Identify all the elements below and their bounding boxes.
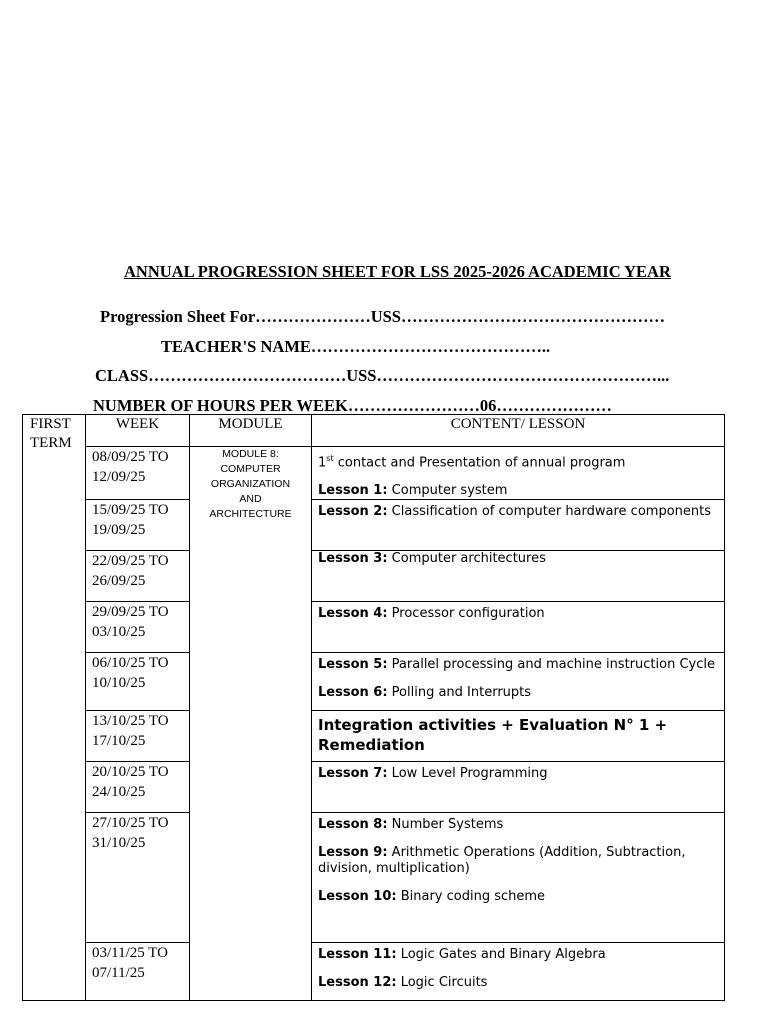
lesson-text: Logic Circuits bbox=[396, 975, 488, 991]
week-cell: 06/10/25 TO 10/10/25 bbox=[86, 653, 190, 711]
lesson-text: Arithmetic Operations (Addition, Subtraction, division, multiplication) bbox=[318, 845, 686, 877]
content-cell bbox=[312, 551, 725, 602]
lesson-text: Computer system bbox=[387, 483, 508, 499]
week-cell: 20/10/25 TO 24/10/25 bbox=[86, 762, 190, 813]
lesson-item bbox=[318, 657, 724, 673]
lesson-label: Lesson 3: bbox=[318, 551, 388, 567]
table-row bbox=[23, 447, 725, 500]
week-cell: 29/09/25 TO 03/10/25 bbox=[86, 602, 190, 653]
lesson-label: Lesson 1: bbox=[318, 483, 388, 499]
content-cell bbox=[312, 447, 725, 500]
lesson-item: Integration activities + Evaluation N° 1 + Remediation bbox=[318, 716, 668, 755]
lesson-label: Lesson 9: bbox=[318, 845, 388, 861]
teacher-name-line: TEACHER'S NAME…………………………………….. bbox=[161, 337, 551, 356]
lesson-text: Parallel processing and machine instruction Cycle bbox=[387, 657, 715, 673]
week-cell: 03/11/25 TO 07/11/25 bbox=[86, 943, 190, 1001]
table-row bbox=[23, 653, 725, 711]
ordinal-number: 1 bbox=[318, 455, 327, 471]
content-cell bbox=[312, 711, 725, 762]
table-row bbox=[23, 602, 725, 653]
lesson-label: Lesson 12: bbox=[318, 975, 397, 991]
lesson-text: Number Systems bbox=[387, 817, 504, 833]
content-cell bbox=[312, 653, 725, 711]
lesson-text: Polling and Interrupts bbox=[387, 685, 532, 701]
week-cell: 08/09/25 TO 12/09/25 bbox=[86, 447, 190, 500]
module-cell bbox=[190, 447, 312, 1001]
lesson-label: Lesson 7: bbox=[318, 766, 388, 782]
lesson-item bbox=[318, 845, 724, 877]
week-cell: 13/10/25 TO 17/10/25 bbox=[86, 711, 190, 762]
table-row bbox=[23, 500, 725, 551]
lesson-item bbox=[318, 551, 724, 567]
content-cell bbox=[312, 500, 725, 551]
lesson-item bbox=[318, 483, 724, 499]
term-cell: FIRST TERM bbox=[23, 415, 86, 1001]
week-cell: 22/09/25 TO 26/09/25 bbox=[86, 551, 190, 602]
week-cell: 27/10/25 TO 31/10/25 bbox=[86, 813, 190, 943]
table-row bbox=[23, 551, 725, 602]
lesson-item bbox=[318, 504, 724, 520]
lesson-text: Computer architectures bbox=[387, 551, 546, 567]
content-cell bbox=[312, 762, 725, 813]
content-cell bbox=[312, 813, 725, 943]
table-row bbox=[23, 943, 725, 1001]
content-header: CONTENT/ LESSON bbox=[312, 415, 725, 447]
lesson-item bbox=[318, 947, 724, 963]
lesson-item bbox=[318, 889, 724, 905]
lesson-text: Low Level Programming bbox=[387, 766, 548, 782]
hours-per-week-line: NUMBER OF HOURS PER WEEK……………………06………………… bbox=[93, 396, 612, 415]
lesson-text: Binary coding scheme bbox=[396, 889, 546, 905]
lesson-item bbox=[318, 451, 724, 471]
lesson-label: Lesson 8: bbox=[318, 817, 388, 833]
progression-sheet-line: Progression Sheet For…………………USS………………………………………… bbox=[100, 307, 665, 326]
content-cell bbox=[312, 602, 725, 653]
lesson-label: Lesson 11: bbox=[318, 947, 397, 963]
week-cell: 15/09/25 TO 19/09/25 bbox=[86, 500, 190, 551]
ordinal-suffix: st bbox=[326, 454, 334, 463]
lesson-text: Processor configuration bbox=[387, 606, 545, 622]
lesson-text: Classification of computer hardware components bbox=[387, 504, 711, 520]
progression-table bbox=[22, 414, 725, 1001]
lesson-label: Lesson 6: bbox=[318, 685, 388, 701]
lesson-text: Logic Gates and Binary Algebra bbox=[396, 947, 606, 963]
content-cell bbox=[312, 943, 725, 1001]
module-label: MODULE 8: COMPUTER ORGANIZATION AND ARCHITECTURE bbox=[209, 448, 292, 520]
lesson-item bbox=[318, 975, 724, 991]
lesson-label: Lesson 4: bbox=[318, 606, 388, 622]
lesson-item bbox=[318, 606, 724, 622]
document-title: ANNUAL PROGRESSION SHEET FOR LSS 2025-2026 ACADEMIC YEAR bbox=[124, 262, 671, 281]
week-header: WEEK bbox=[86, 415, 190, 447]
lesson-text: contact and Presentation of annual program bbox=[333, 455, 626, 471]
table-row bbox=[23, 813, 725, 943]
lesson-item bbox=[318, 817, 724, 833]
table-row bbox=[23, 762, 725, 813]
lesson-item bbox=[318, 766, 724, 782]
lesson-label: Lesson 5: bbox=[318, 657, 388, 673]
lesson-item bbox=[318, 685, 724, 701]
lesson-label: Lesson 10: bbox=[318, 889, 397, 905]
module-header: MODULE bbox=[190, 415, 312, 447]
lesson-label: Lesson 2: bbox=[318, 504, 388, 520]
class-line: CLASS………………………………USS……………………………………………... bbox=[95, 366, 670, 385]
table-row bbox=[23, 711, 725, 762]
